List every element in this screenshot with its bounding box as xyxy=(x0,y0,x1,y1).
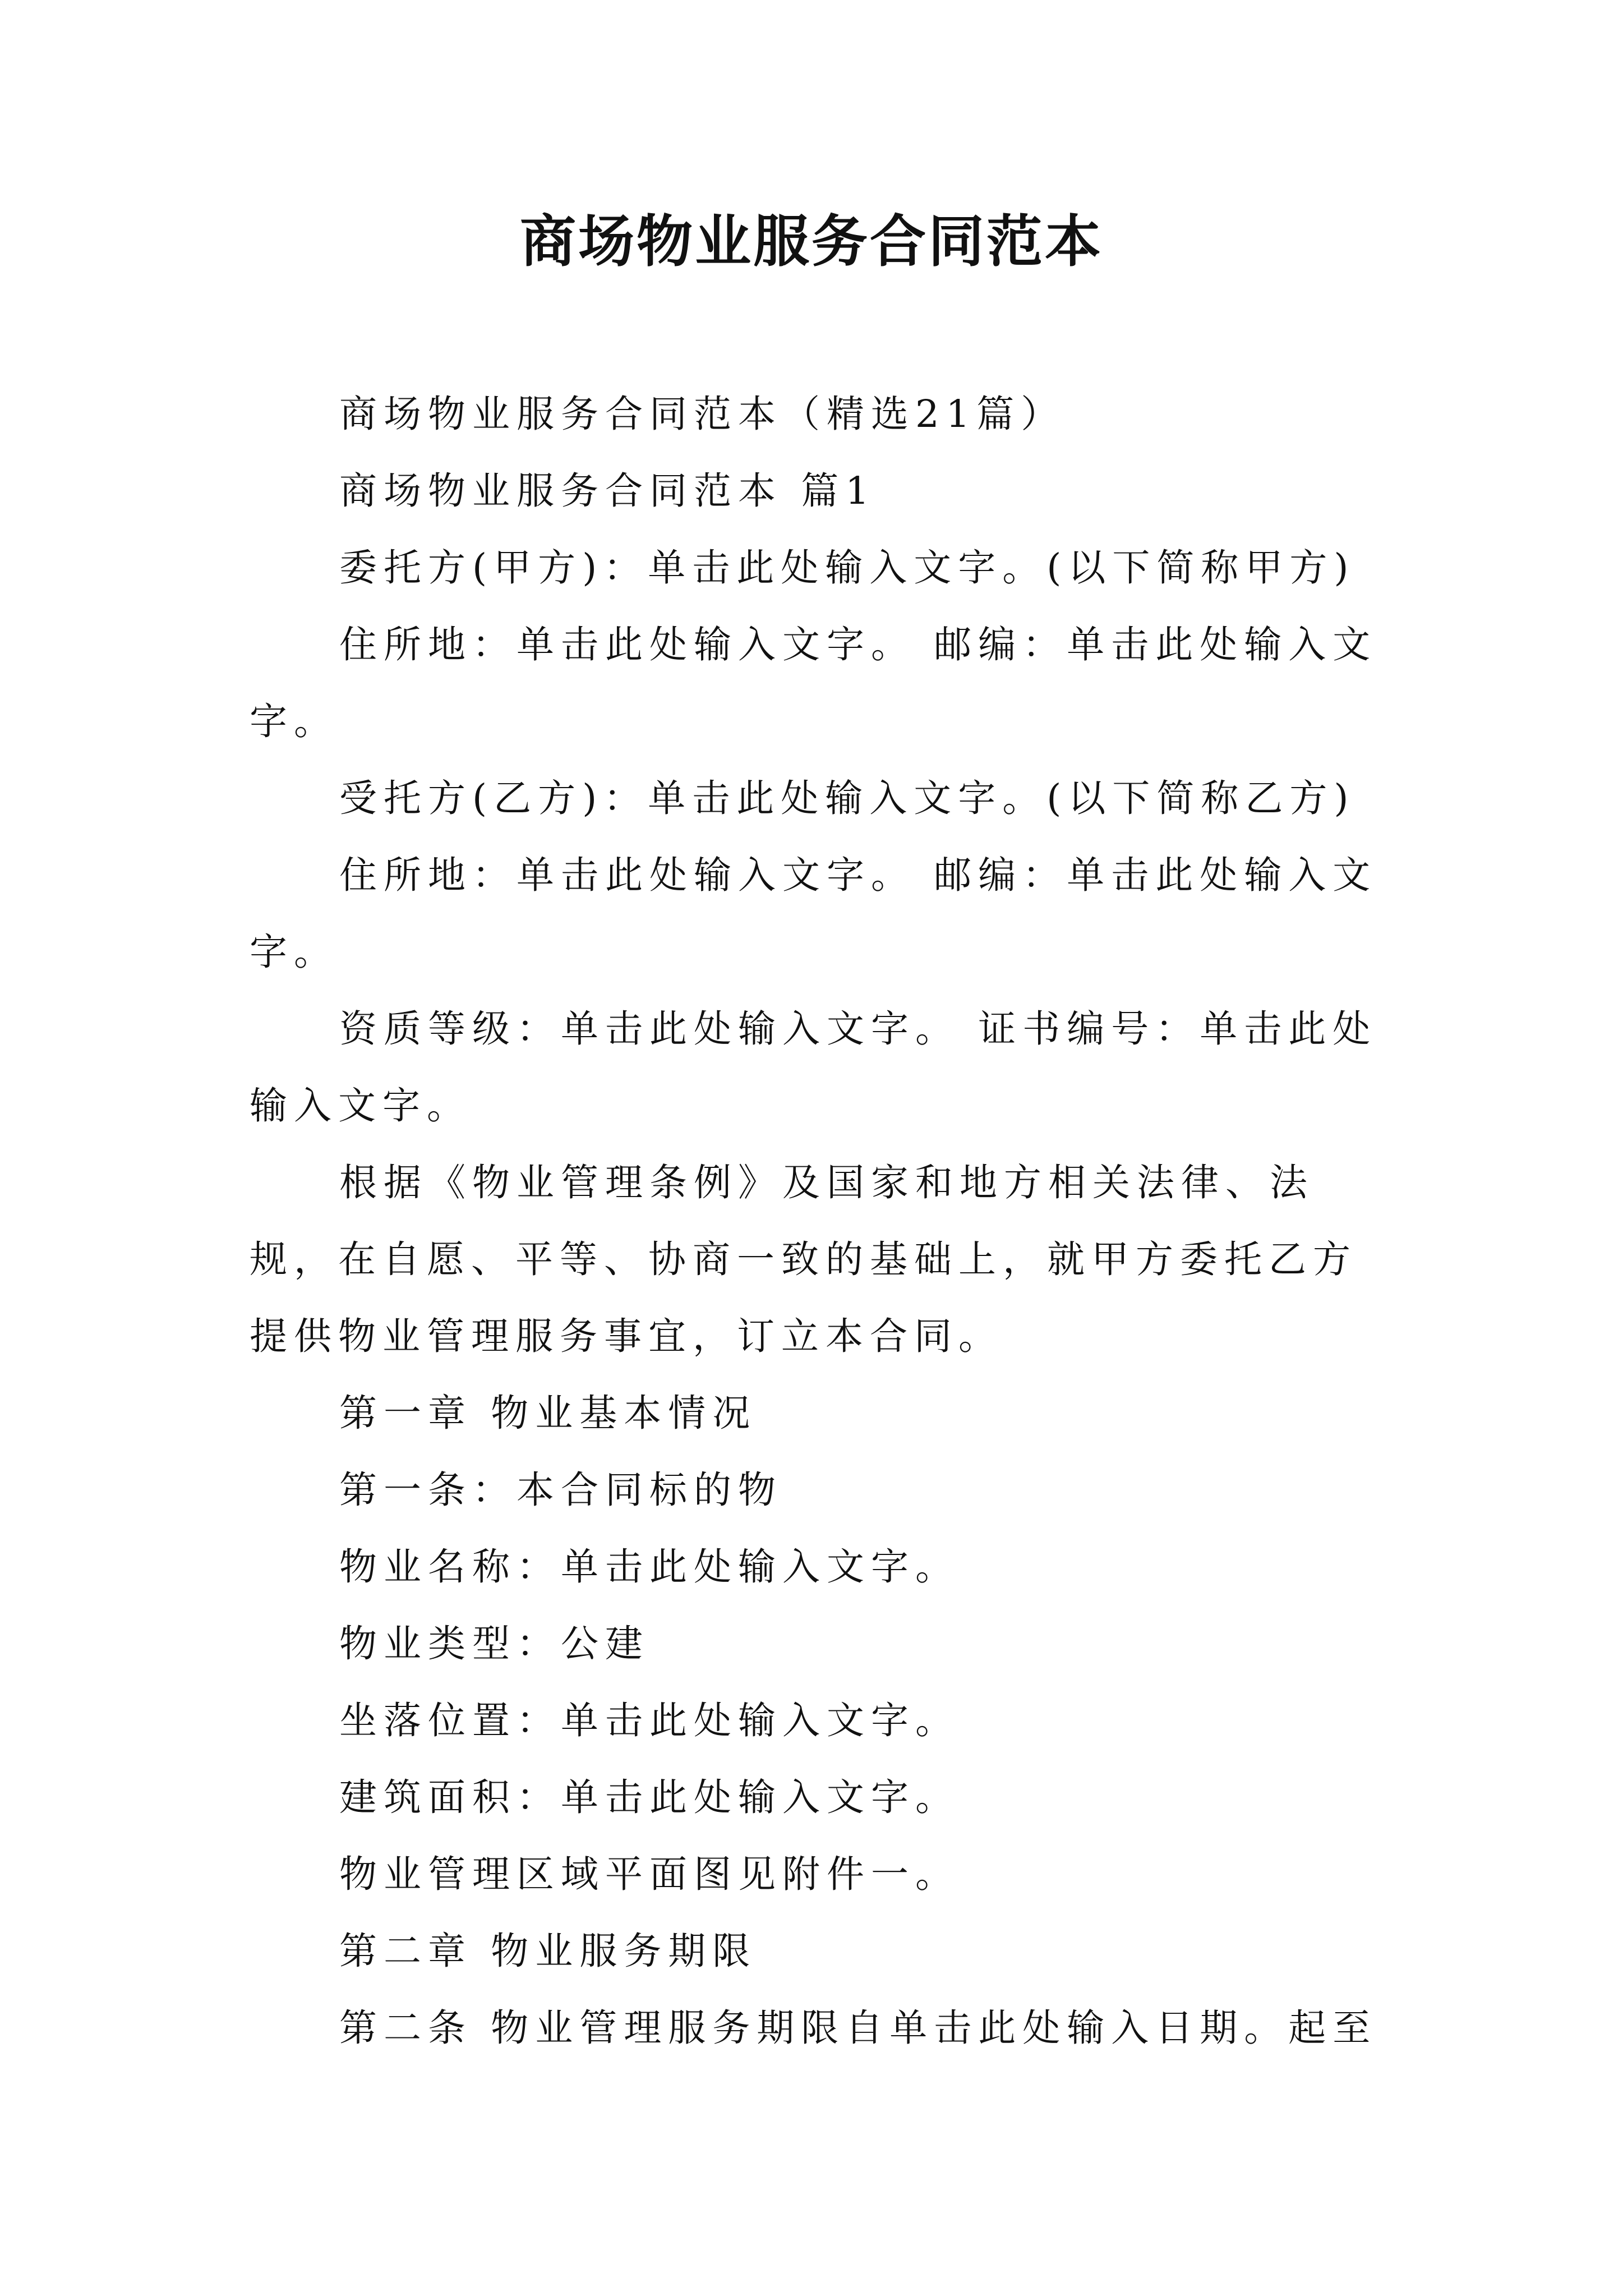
paragraph-party-a-address: 住所地：单击此处输入文字。 邮编：单击此处输入文字。 xyxy=(250,623,1377,743)
document-title: 商场物业服务合同范本 xyxy=(520,208,1103,274)
paragraph-party-b-address: 住所地：单击此处输入文字。 邮编：单击此处输入文字。 xyxy=(250,853,1377,974)
paragraph-property-name: 物业名称：单击此处输入文字。 xyxy=(339,1545,960,1589)
paragraph-floor-plan-note: 物业管理区域平面图见附件一。 xyxy=(339,1852,960,1896)
paragraph-article-2: 第二条 物业管理服务期限自单击此处输入日期。起至 xyxy=(339,2006,1377,2050)
paragraph-location: 坐落位置：单击此处输入文字。 xyxy=(339,1699,960,1742)
paragraph-party-b: 受托方(乙方)：单击此处输入文字。(以下简称乙方) xyxy=(339,776,1355,820)
paragraph-building-area: 建筑面积：单击此处输入文字。 xyxy=(339,1775,960,1819)
paragraph-qualification: 资质等级：单击此处输入文字。 证书编号：单击此处输入文字。 xyxy=(250,1007,1377,1128)
paragraph-subtitle: 商场物业服务合同范本（精选21篇） xyxy=(339,392,1066,436)
document-body xyxy=(250,376,1382,2067)
paragraph-preamble: 根据《物业管理条例》及国家和地方相关法律、法规，在自愿、平等、协商一致的基础上，就甲方委托乙方提供物业管理服务事宜，订立本合同。 xyxy=(250,1161,1357,1358)
paragraph-chapter-2: 第二章 物业服务期限 xyxy=(339,1929,757,1973)
paragraph-chapter-1: 第一章 物业基本情况 xyxy=(339,1391,757,1435)
paragraph-party-a: 委托方(甲方)：单击此处输入文字。(以下简称甲方) xyxy=(339,546,1355,590)
paragraph-section-heading: 商场物业服务合同范本 篇1 xyxy=(339,469,876,513)
paragraph-property-type: 物业类型：公建 xyxy=(339,1622,649,1665)
paragraph-article-1: 第一条：本合同标的物 xyxy=(339,1468,782,1512)
